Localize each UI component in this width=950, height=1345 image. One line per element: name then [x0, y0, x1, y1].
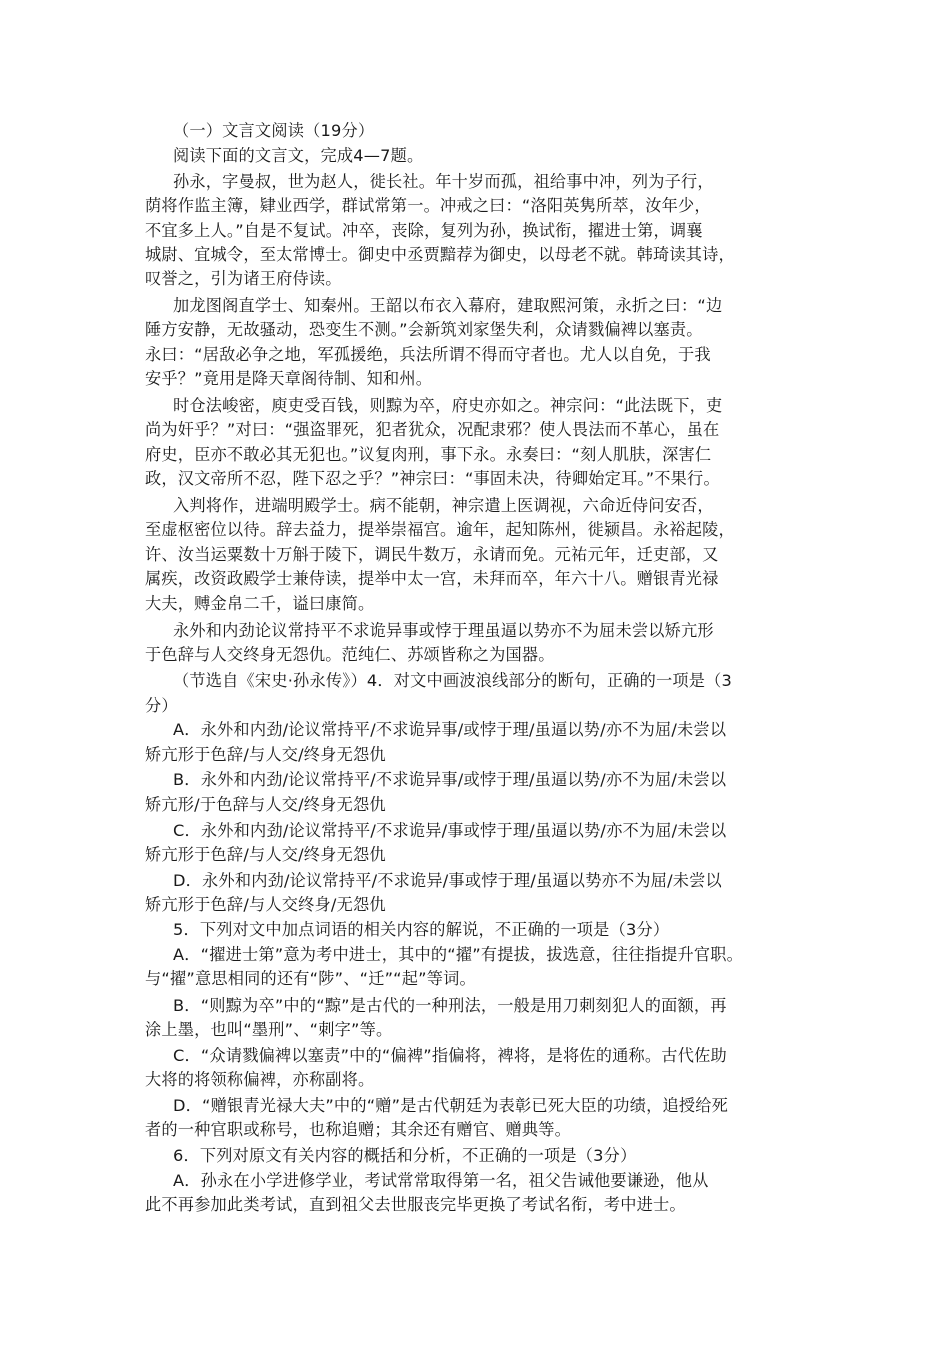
q4-option-b: 矫亢形/于色辞与人交/终身无怨仇 [145, 795, 386, 814]
question-5-stem: 5．下列对文中加点词语的相关内容的解说，不正确的一项是（3分） [173, 920, 670, 939]
q6-option-a: A．孙永在小学进修学业，考试常常取得第一名，祖父告诫他要谦逊，他从 [173, 1171, 709, 1190]
q5-option-d: D．“赠银青光禄大夫”中的“赠”是古代朝廷为表彰已死大臣的功绩，追授给死 [173, 1096, 729, 1115]
question-6-stem: 6．下列对原文有关内容的概括和分析，不正确的一项是（3分） [173, 1146, 637, 1165]
q5-option-a: 与“擢”意思相同的还有“陟”、“迁”“起”等词。 [145, 969, 476, 988]
passage-line: 城尉、宜城令，至太常博士。御史中丞贾黯荐为御史，以母老不就。韩琦读其诗， [145, 245, 735, 264]
question-4-stem: （节选自《宋史·孙永传》）4．对文中画波浪线部分的断句，正确的一项是（3 [173, 671, 733, 690]
passage-line: 孙永，字曼叔，世为赵人，徙长社。年十岁而孤，祖给事中冲，列为子行， [173, 172, 714, 191]
passage-line: 至虚枢密位以待。辞去益力，提举崇福宫。逾年，起知陈州，徙颍昌。永裕起陵， [145, 520, 735, 539]
q4-option-a: 矫亢形于色辞/与人交/终身无怨仇 [145, 745, 386, 764]
passage-line: 加龙图阁直学士、知秦州。王韶以布衣入幕府，建取熙河策，永折之曰：“边 [173, 296, 723, 315]
passage-line: 政，汉文帝所不忍，陛下忍之乎？”神宗曰：“事固未决，待卿始定耳。”不果行。 [145, 469, 720, 488]
passage-line: 尚为奸乎？”对曰：“强盗罪死，犯者犹众，况配隶邪？使人畏法而不革心，虽在 [145, 420, 720, 439]
passage-line: 荫将作监主簿，肄业西学，群试常第一。冲戒之曰：“洛阳英隽所萃，汝年少， [145, 196, 711, 215]
passage-line: 永曰：“居敌必争之地，军孤援绝，兵法所谓不得而守者也。尤人以自免，于我 [145, 345, 711, 364]
passage-line: 时仓法峻密，庾吏受百钱，则黥为卒，府史亦如之。神宗问：“此法既下，吏 [173, 396, 723, 415]
q5-option-c: 大将的将领称偏裨，亦称副将。 [145, 1070, 375, 1089]
passage-line: 属疾，改资政殿学士兼侍读，提举中太一宫，未拜而卒，年六十八。赠银青光禄 [145, 569, 719, 588]
q4-option-c: 矫亢形于色辞/与人交/终身无怨仇 [145, 845, 386, 864]
q5-option-d: 者的一种官职或称号，也称追赠；其余还有赠官、赠典等。 [145, 1120, 572, 1139]
passage-line: 许、汝当运粟数十万斛于陵下，调民牛数万，永请而免。元祐元年，迁吏部，又 [145, 545, 719, 564]
passage-line: 大夫，赙金帛二千，谥曰康简。 [145, 594, 375, 613]
passage-line: 不宜多上人。”自是不复试。冲卒，丧除，复列为孙，换试衔，擢进士第，调襄 [145, 221, 703, 240]
q5-option-c: C．“众请戮偏裨以塞责”中的“偏裨”指偏将，裨将，是将佐的通称。古代佐助 [173, 1046, 727, 1065]
q4-option-b: B．永外和内劲/论议常持平/不求诡异事/或悖于理/虽逼以势/亦不为屈/未尝以 [173, 770, 727, 789]
question-4-stem: 分） [145, 696, 178, 715]
q4-option-d: 矫亢形于色辞/与人交终身/无怨仇 [145, 895, 386, 914]
passage-line: 入判将作，进端明殿学士。病不能朝，神宗遣上医调视，六命近侍问安否， [173, 496, 714, 515]
passage-line: 府史，臣亦不敢必其无犯也。”议复肉刑，事下永。永奏曰：“刻人肌肤，深害仁 [145, 445, 712, 464]
wavy-underlined-passage: 于色辞与人交终身无怨仇。范纯仁、苏颂皆称之为国器。 [145, 645, 555, 664]
q4-option-d: D．永外和内劲/论议常持平/不求诡异/事或悖于理/虽逼以势亦不为屈/未尝以 [173, 871, 722, 890]
q5-option-a: A．“擢进士第”意为考中进士，其中的“擢”有提拔，拔选意，往往指提升官职。 [173, 945, 744, 964]
passage-line: 安乎？”竟用是降天章阁待制、知和州。 [145, 369, 433, 388]
wavy-underlined-passage: 永外和内劲论议常持平不求诡异事或悖于理虽逼以势亦不为屈未尝以矫亢形 [173, 621, 714, 640]
passage-line: 叹誉之，引为诸王府侍读。 [145, 269, 342, 288]
q5-option-b: B．“则黥为卒”中的“黥”是古代的一种刑法，一般是用刀刺刻犯人的面额，再 [173, 996, 727, 1015]
instruction-text: 阅读下面的文言文，完成4—7题。 [173, 146, 424, 165]
section-heading: （一）文言文阅读（19分） [173, 121, 375, 140]
q6-option-a: 此不再参加此类考试，直到祖父去世服丧完毕更换了考试名衔，考中进士。 [145, 1195, 686, 1214]
passage-line: 陲方安静，无故骚动，恐变生不测。”会新筑刘家堡失利，众请戮偏裨以塞责。 [145, 320, 703, 339]
q5-option-b: 涂上墨，也叫“墨刑”、“刺字”等。 [145, 1020, 393, 1039]
q4-option-a: A．永外和内劲/论议常持平/不求诡异事/或悖于理/虽逼以势/亦不为屈/未尝以 [173, 720, 727, 739]
q4-option-c: C．永外和内劲/论议常持平/不求诡异/事或悖于理/虽逼以势/亦不为屈/未尝以 [173, 821, 727, 840]
